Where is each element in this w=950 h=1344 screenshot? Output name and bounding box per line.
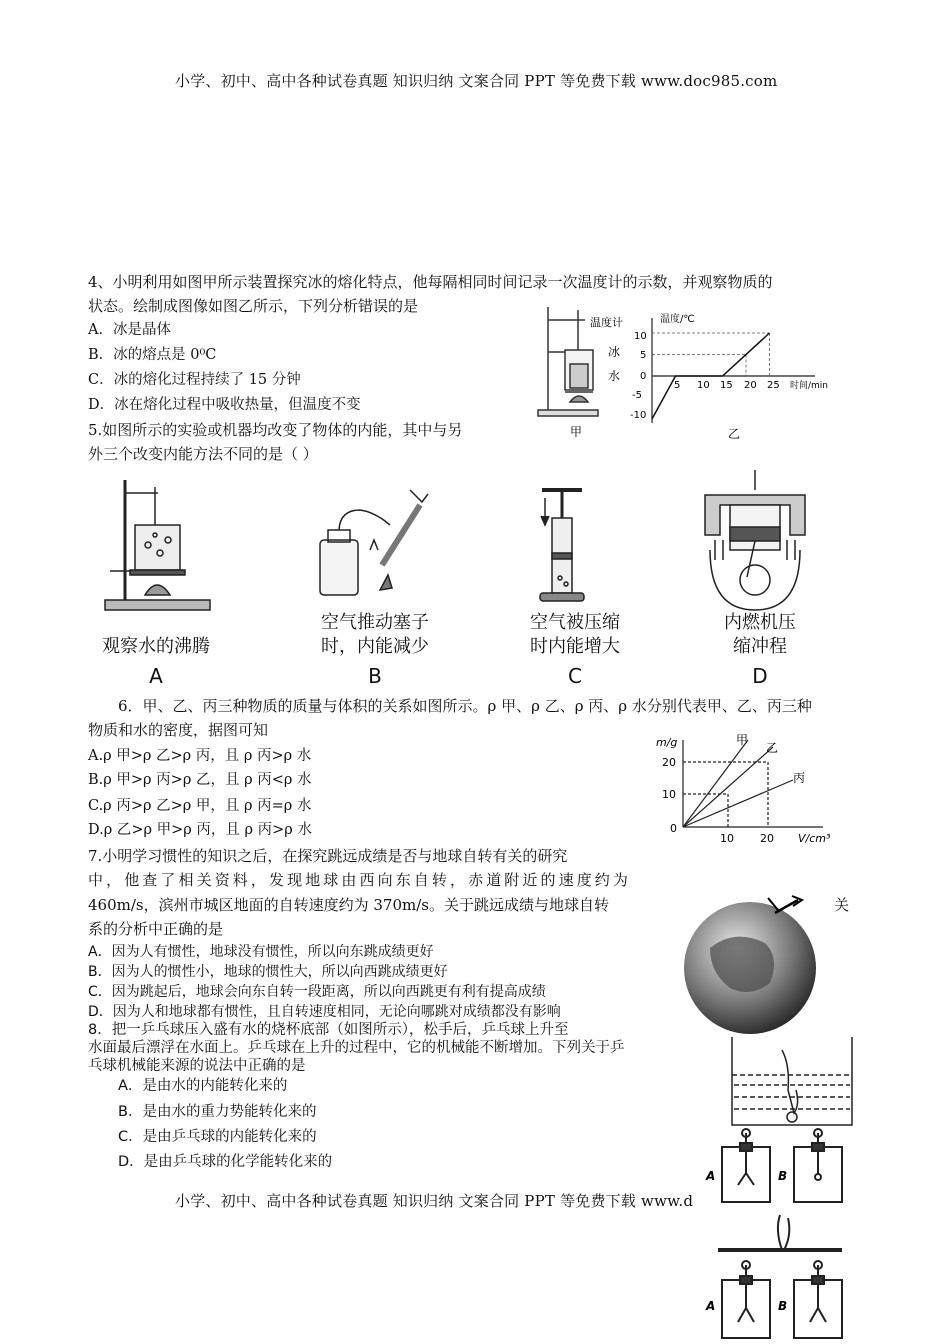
frame-apparatus-figure-1 bbox=[700, 1125, 860, 1205]
q7-line1: 7.小明学习惯性的知识之后，在探究跳远成绩是否与地球自转有关的研究 bbox=[88, 847, 568, 865]
frame-apparatus-figure-2 bbox=[700, 1210, 860, 1340]
mass-volume-graph bbox=[648, 732, 848, 847]
q7-line3-tail: 关 bbox=[834, 896, 850, 914]
q5-line1: 5.如图所示的实验或机器均改变了物体的内能，其中与另 bbox=[88, 421, 463, 439]
xtick-10: 10 bbox=[697, 380, 710, 391]
q7-option-b: B．因为人的惯性小，地球的惯性大，所以向西跳成绩更好 bbox=[88, 964, 448, 980]
q8-option-a: A．是由水的内能转化来的 bbox=[118, 1078, 288, 1094]
ytick-neg10: -10 bbox=[630, 410, 647, 421]
series-jia-line bbox=[683, 740, 748, 827]
frame1-label-a: A bbox=[706, 1169, 716, 1183]
option-letter-a: A bbox=[149, 664, 163, 688]
q4-line2: 状态。绘制成图像如图乙所示，下列分析错误的是 bbox=[88, 297, 419, 315]
ytick-0: 0 bbox=[640, 371, 647, 382]
chart-xlabel: 时间/min bbox=[790, 381, 829, 391]
ytick-neg5: -5 bbox=[632, 390, 642, 401]
caption-d-line1: 内燃机压 bbox=[724, 612, 796, 633]
caption-b-line1: 空气推动塞子 bbox=[321, 612, 429, 633]
engine-compression-figure bbox=[695, 465, 825, 615]
graph-ytick-20: 20 bbox=[662, 756, 676, 769]
option-letter-c: C bbox=[568, 664, 582, 688]
q5-line2: 外三个改变内能方法不同的是（ ） bbox=[88, 445, 318, 463]
q8-option-c: C．是由乒乓球的内能转化来的 bbox=[118, 1129, 317, 1145]
q6-option-b: B.ρ 甲>ρ 丙>ρ 乙，且 ρ 丙<ρ 水 bbox=[88, 772, 312, 788]
graph-xtick-20: 20 bbox=[760, 832, 774, 845]
series-yi-label: 乙 bbox=[766, 741, 779, 755]
frame1-label-b: B bbox=[778, 1169, 788, 1183]
graph-ylabel: m/g bbox=[656, 736, 678, 749]
q4-option-c: C．冰的熔化过程持续了 15 分钟 bbox=[88, 372, 301, 388]
page-header: 小学、初中、高中各种试卷真题 知识归纳 文案合同 PPT 等免费下载 www.doc985.com bbox=[175, 72, 778, 90]
water-label: 水 bbox=[608, 369, 621, 383]
q8-line3: 乓球机械能来源的说法中正确的是 bbox=[88, 1058, 306, 1074]
option-letter-d: D bbox=[752, 664, 768, 688]
xtick-15: 15 bbox=[720, 380, 733, 391]
q4-option-a: A．冰是晶体 bbox=[88, 322, 171, 338]
graph-xlabel: V/cm³ bbox=[798, 832, 831, 845]
option-letter-b: B bbox=[368, 664, 382, 688]
boiling-water-figure bbox=[100, 475, 220, 615]
q6-option-a: A.ρ 甲>ρ 乙>ρ 丙，且 ρ 丙>ρ 水 bbox=[88, 748, 312, 764]
graph-ytick-0: 0 bbox=[670, 822, 677, 835]
q6-option-d: D.ρ 乙>ρ 甲>ρ 丙，且 ρ 丙>ρ 水 bbox=[88, 822, 312, 838]
xtick-5: 5 bbox=[674, 380, 681, 391]
series-bing-line bbox=[683, 780, 793, 827]
q4-line1: 4、小明利用如图甲所示装置探究冰的熔化特点，他每隔相同时间记录一次温度计的示数，并观察物质的 bbox=[88, 273, 773, 291]
ice-melting-apparatus-figure bbox=[530, 302, 640, 442]
q7-option-c: C．因为跳起后，地球会向东自转一段距离，所以向西跳更有利有提高成绩 bbox=[88, 984, 546, 1000]
q7-line2: 中，他查了相关资料，发现地球由西向东自转，赤道附近的速度约为 bbox=[88, 871, 632, 889]
caption-a: 观察水的沸腾 bbox=[102, 636, 210, 657]
page-footer: 小学、初中、高中各种试卷真题 知识归纳 文案合同 PPT 等免费下载 www.d bbox=[175, 1192, 694, 1210]
graph-ytick-10: 10 bbox=[662, 788, 676, 801]
q6-option-c: C.ρ 丙>ρ 乙>ρ 甲，且 ρ 丙=ρ 水 bbox=[88, 798, 312, 814]
q8-option-d: D．是由乒乓球的化学能转化来的 bbox=[118, 1154, 333, 1170]
fig-jia-caption: 甲 bbox=[570, 425, 583, 439]
q4-option-b: B．冰的熔点是 0⁰C bbox=[88, 347, 217, 363]
caption-c-line1: 空气被压缩 bbox=[530, 612, 620, 633]
air-compressed-figure bbox=[530, 478, 610, 613]
q7-line3: 460m/s，滨州市城区地面的自转速度约为 370m/s。关于跳远成绩与地球自转 bbox=[88, 896, 609, 914]
q6-line2: 物质和水的密度，据图可知 bbox=[88, 721, 269, 739]
earth-globe-figure bbox=[680, 888, 830, 1038]
caption-d-line2: 缩冲程 bbox=[733, 636, 787, 657]
ice-label: 冰 bbox=[608, 345, 621, 359]
q7-option-a: A．因为人有惯性，地球没有惯性，所以向东跳成绩更好 bbox=[88, 944, 434, 960]
q4-option-d: D．冰在熔化过程中吸收热量，但温度不变 bbox=[88, 397, 361, 413]
q7-line4: 系的分析中正确的是 bbox=[88, 920, 224, 938]
ytick-10: 10 bbox=[634, 331, 647, 342]
thermometer-label: 温度计 bbox=[590, 316, 623, 329]
series-jia-label: 甲 bbox=[736, 733, 749, 747]
temperature-time-chart bbox=[630, 308, 870, 443]
caption-b-line2: 时，内能减少 bbox=[321, 636, 429, 657]
frame2-label-a: A bbox=[706, 1299, 716, 1313]
graph-xtick-10: 10 bbox=[720, 832, 734, 845]
fig-yi-caption: 乙 bbox=[728, 427, 741, 441]
ytick-5: 5 bbox=[640, 350, 647, 361]
xtick-25: 25 bbox=[767, 380, 780, 391]
q8-option-b: B．是由水的重力势能转化来的 bbox=[118, 1104, 317, 1120]
q6-line1: 6．甲、乙、丙三种物质的质量与体积的关系如图所示。ρ 甲、ρ 乙、ρ 丙、ρ 水分别代表甲、乙、丙三种 bbox=[118, 697, 812, 715]
air-pushes-plug-figure bbox=[300, 480, 440, 615]
beaker-ping-pong-figure bbox=[720, 1035, 860, 1130]
q7-option-d: D．因为人和地球都有惯性，且自转速度相同，无论向哪跳对成绩都没有影响 bbox=[88, 1004, 561, 1020]
q8-line1: 8．把一乒乓球压入盛有水的烧杯底部（如图所示），松手后，乒乓球上升至 bbox=[88, 1022, 569, 1038]
caption-c-line2: 时内能增大 bbox=[530, 636, 620, 657]
series-bing-label: 丙 bbox=[793, 771, 806, 785]
chart-ylabel: 温度/℃ bbox=[660, 314, 695, 325]
q8-line2: 水面最后漂浮在水面上。乒乓球在上升的过程中，它的机械能不断增加。下列关于乒 bbox=[88, 1040, 625, 1056]
xtick-20: 20 bbox=[744, 380, 757, 391]
frame2-label-b: B bbox=[778, 1299, 788, 1313]
